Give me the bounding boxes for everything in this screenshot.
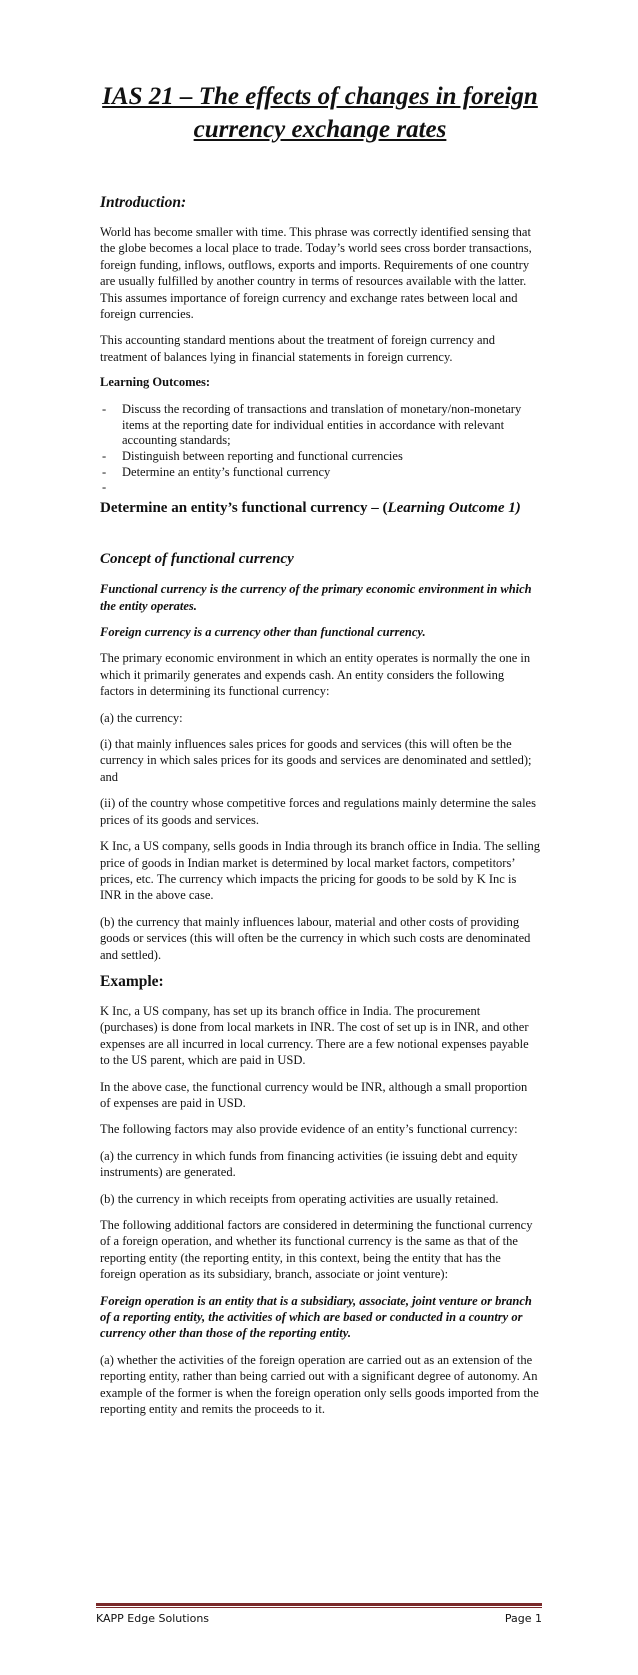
paragraph-k-inc-example: K Inc, a US company, has set up its branch office in India. The procurement (purchases) is done from local markets in INR. The cost of set up is in INR, and other expenses are all incurred in local currency. There are a few notional expenses payable to the US parent, which are paid in USD. — [100, 1003, 529, 1068]
footer-rule — [96, 1603, 542, 1606]
intro-paragraph-2: This accounting standard mentions about the treatment of foreign currency and treatment of balances lying in financial statements in foreign currency. — [100, 333, 496, 364]
footer-company: KAPP Edge Solutions — [96, 1612, 210, 1625]
introduction-heading: Introduction: — [100, 194, 187, 211]
paragraph-extension: (a) whether the activities of the foreign operation are carried out as an extension of the reporting entity, rather than being carried out with a significant degree of autonomy. An example of the former is when the foreign operation only sells goods imported from the reporting entity and remits the proceeds to it. — [100, 1352, 539, 1417]
footer-page-number: Page 1 — [504, 1612, 542, 1625]
section-heading: Determine an entity’s functional currency – (Learning Outcome 1) — [100, 500, 521, 517]
definition-foreign-operation: Foreign operation is an entity that is a subsidiary, associate, joint venture or branch of a reporting entity, the activities of which are based or conducted in a country or currency other than those of the reporting entity. — [100, 1293, 532, 1341]
paragraph-above-case: In the above case, the functional currency would be INR, although a small proportion of expenses are paid in USD. — [100, 1079, 528, 1110]
definition-foreign-currency: Foreign currency is a currency other than functional currency. — [100, 625, 426, 640]
paragraph-i: (i) that mainly influences sales prices for goods and services (this will often be the currency in which sales prices for its goods and services are denominated and settled); and — [100, 737, 532, 784]
definition-functional-currency: Functional currency is the currency of the primary economic environment in which the entity operates. — [100, 582, 532, 613]
page-footer — [96, 1612, 542, 1625]
page-title: IAS 21 – The effects of changes in foreign currency exchange rates — [102, 83, 538, 143]
intro-paragraph-1: World has become smaller with time. This phrase was correctly identified sensing that the globe becomes a local place to trade. Today’s world sees cross border transactions, foreign funding, inflows, outflows, exports and imports. Requirements of one country are usually fulfilled by another country in terms of resources available with the latter. This assumes importance of foreign currency and exchange rates between local and foreign currencies. — [100, 225, 532, 322]
footer-rule-thin — [96, 1607, 542, 1608]
paragraph-ii: (ii) of the country whose competitive forces and regulations mainly determine the sales prices of its goods and services. — [100, 796, 536, 827]
example-heading: Example: — [100, 972, 164, 990]
learning-outcomes-heading: Learning Outcomes: — [100, 375, 211, 390]
document-page — [100, 80, 540, 1427]
paragraph-primary-environment: The primary economic environment in which an entity operates is normally the one in which it primarily generates and expends cash. An entity considers the following factors in determining its functional currency: — [100, 651, 531, 699]
paragraph-b: (b) the currency that mainly influences labour, material and other costs of providing goods or services (this will often be the currency in which such costs are denominated and settled). — [100, 914, 531, 962]
paragraph-a: (a) the currency: — [100, 710, 183, 725]
learning-outcomes-list: - Discuss the recording of transactions and translation of monetary/non-monetary items at the reporting date for individual entities in accordance with relevant accounting standards; - Distinguish between reporting and functional currencies - Determine an entity’s functional currency - — [100, 402, 540, 480]
paragraph-financing: (a) the currency in which funds from financing activities (ie issuing debt and equity instruments) are generated. — [100, 1148, 518, 1180]
concept-heading: Concept of functional currency — [100, 551, 294, 568]
list-item: - Distinguish between reporting and functional currencies — [102, 449, 403, 464]
paragraph-additional-factors: The following additional factors are considered in determining the functional currency of a foreign operation, and whether its functional currency is the same as that of the reporting entity (the reporting entity, in this context, being the entity that has the foreign operation as its subsidiary, branch, associate or joint venture): — [100, 1218, 533, 1282]
list-item: - Discuss the recording of transactions and translation of monetary/non-monetary items at the reporting date for individual entities in accordance with relevant accounting standards; — [102, 402, 522, 448]
paragraph-following-factors: The following factors may also provide evidence of an entity’s functional currency: — [100, 1122, 518, 1137]
list-item: - Determine an entity’s functional currency — [102, 464, 331, 479]
paragraph-k-inc-sales: K Inc, a US company, sells goods in India through its branch office in India. The selling price of goods in Indian market is determined by local market factors, competitors’ prices, etc. The currency which impacts the pricing for goods to be sold by K Inc is INR in the above case. — [100, 839, 540, 903]
paragraph-receipts: (b) the currency in which receipts from operating activities are usually retained. — [100, 1191, 499, 1206]
